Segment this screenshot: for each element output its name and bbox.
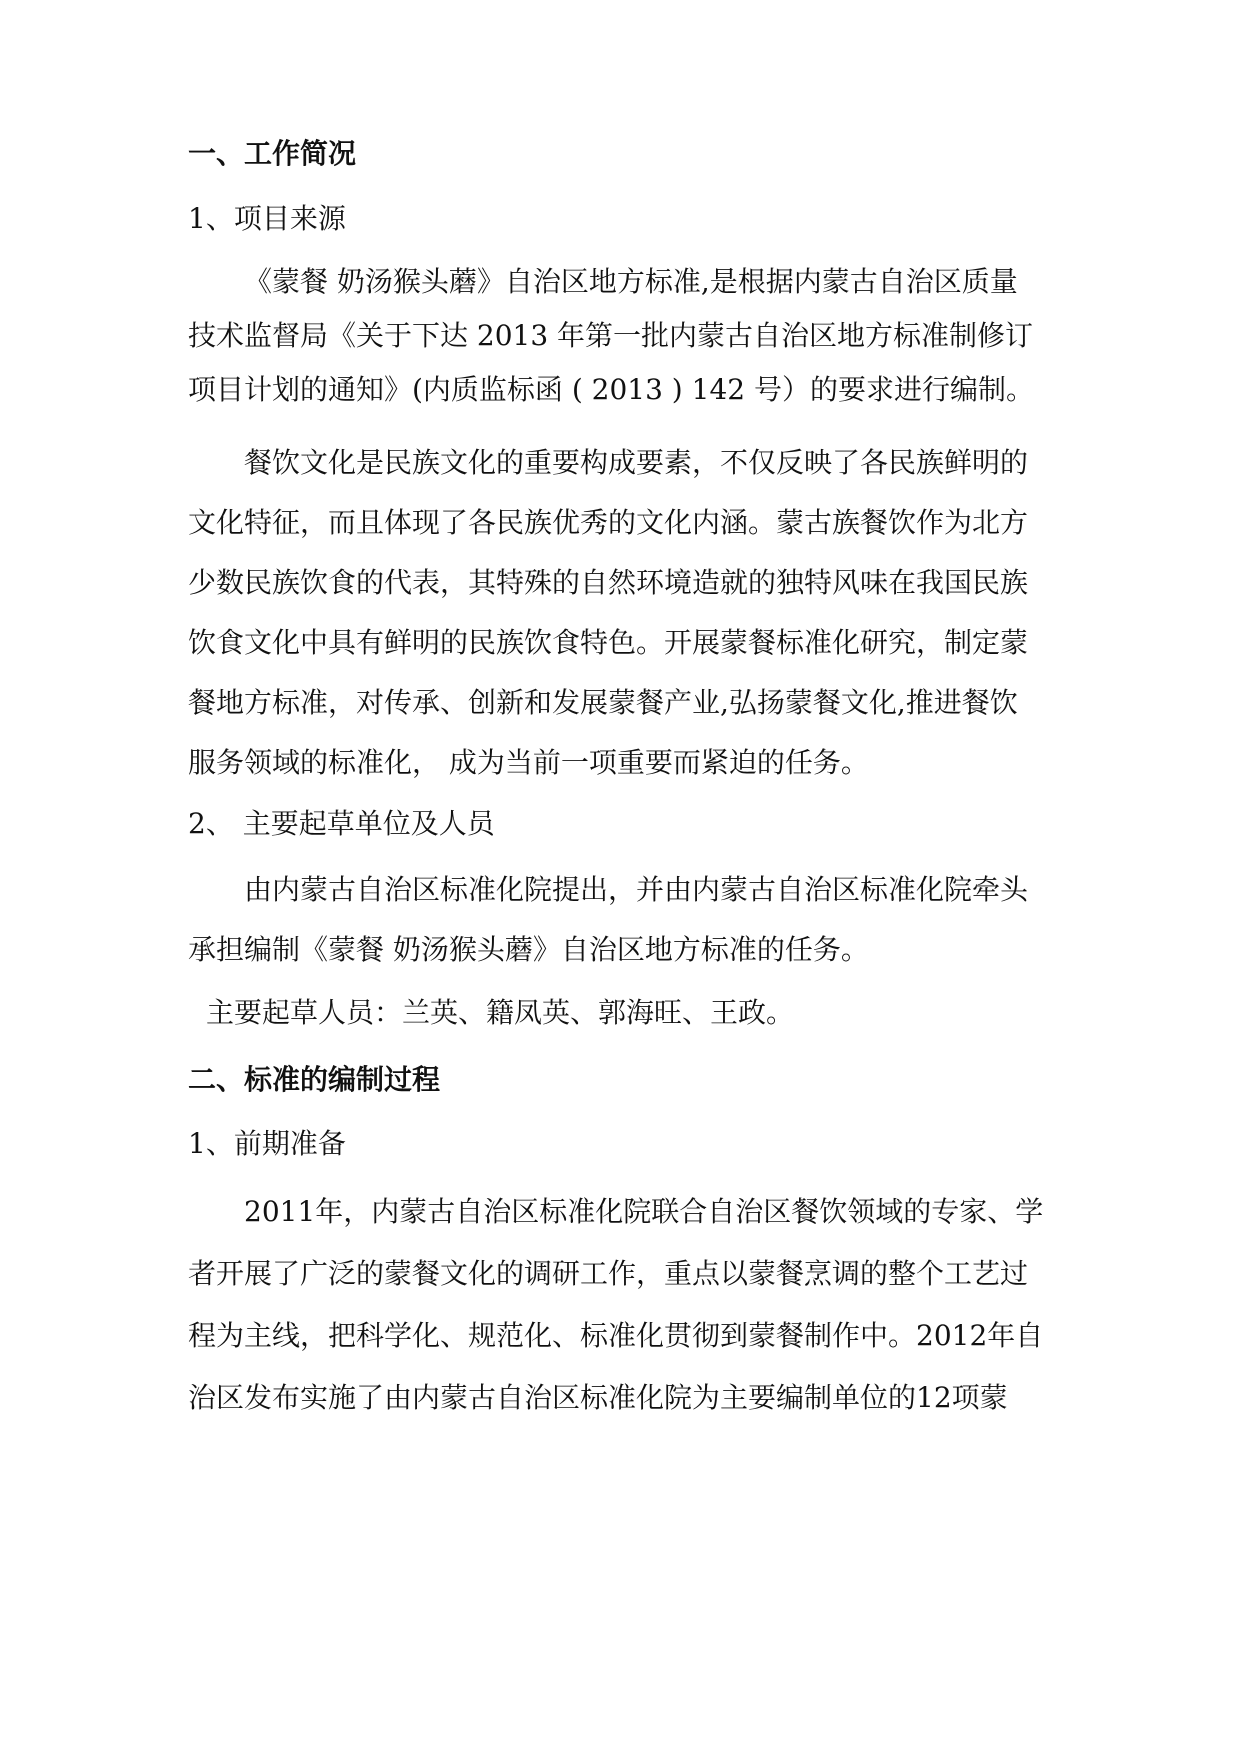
paragraph-line: 餐地方标准，对传承、创新和发展蒙餐产业,弘扬蒙餐文化,推进餐饮 [188, 686, 1018, 719]
paragraph-line: 2011年，内蒙古自治区标准化院联合自治区餐饮领域的专家、学 [244, 1195, 1044, 1228]
paragraph-line: 少数民族饮食的代表，其特殊的自然环境造就的独特风味在我国民族 [188, 566, 1029, 599]
paragraph-line: 程为主线，把科学化、规范化、标准化贯彻到蒙餐制作中。2012年自 [188, 1319, 1044, 1352]
section-2-heading: 二、标准的编制过程 [188, 1063, 441, 1096]
section-1-heading: 一、工作简况 [188, 137, 357, 170]
subsection-1-2-title: 2、 主要起草单位及人员 [188, 807, 495, 840]
paragraph-line: 治区发布实施了由内蒙古自治区标准化院为主要编制单位的12项蒙 [188, 1381, 1008, 1414]
paragraph-line: 服务领域的标准化， 成为当前一项重要而紧迫的任务。 [188, 746, 869, 779]
paragraph-line: 饮食文化中具有鲜明的民族饮食特色。开展蒙餐标准化研究，制定蒙 [188, 626, 1029, 659]
paragraph-line: 承担编制《蒙餐 奶汤猴头蘑》自治区地方标准的任务。 [188, 933, 869, 966]
subsection-2-1-title: 1、前期准备 [188, 1127, 346, 1160]
paragraph-line: 餐饮文化是民族文化的重要构成要素，不仅反映了各民族鲜明的 [244, 446, 1029, 479]
drafters-line: 主要起草人员：兰英、籍凤英、郭海旺、王政。 [206, 996, 795, 1029]
paragraph-line: 技术监督局《关于下达 2013 年第一批内蒙古自治区地方标准制修订 [188, 319, 1034, 352]
paragraph-line: 者开展了广泛的蒙餐文化的调研工作，重点以蒙餐烹调的整个工艺过 [188, 1257, 1029, 1290]
paragraph-line: 文化特征，而且体现了各民族优秀的文化内涵。蒙古族餐饮作为北方 [188, 506, 1029, 539]
subsection-1-1-title: 1、项目来源 [188, 202, 346, 235]
paragraph-line: 《蒙餐 奶汤猴头蘑》自治区地方标准,是根据内蒙古自治区质量 [244, 265, 1018, 298]
paragraph-line: 由内蒙古自治区标准化院提出，并由内蒙古自治区标准化院牵头 [244, 873, 1029, 906]
paragraph-line: 项目计划的通知》(内质监标函 ( 2013 ) 142 号）的要求进行编制。 [188, 373, 1034, 406]
